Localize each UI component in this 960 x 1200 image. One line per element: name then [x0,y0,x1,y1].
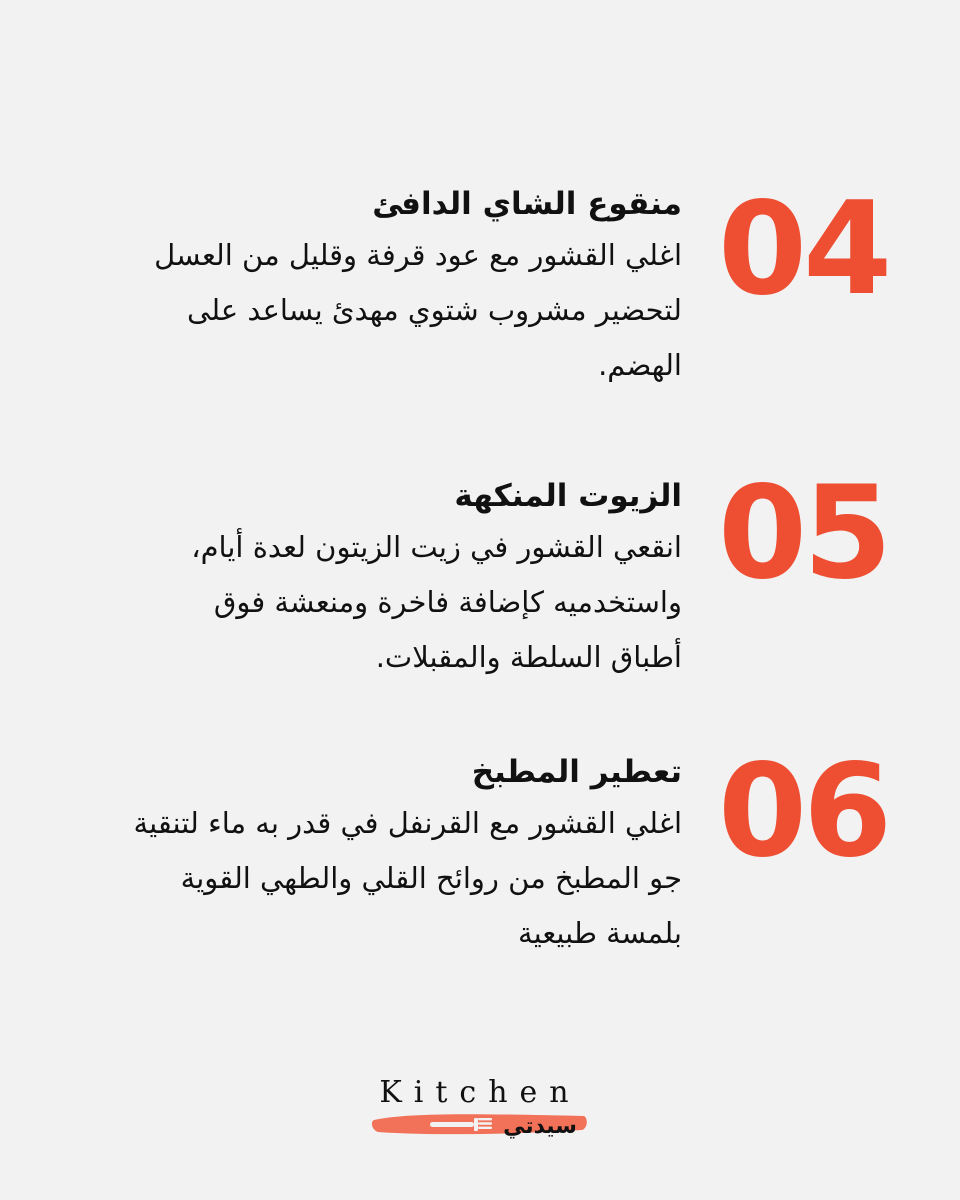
tip-number: 04 [718,175,889,324]
logo-graphic [370,1108,590,1144]
tip-number: 06 [718,737,889,886]
tip-title: منقوع الشاي الدافئ [372,186,682,222]
tip-line: انقعي القشور في زيت الزيتون لعدة أيام، [191,530,682,564]
tip-line: واستخدميه كإضافة فاخرة ومنعشة فوق [213,585,682,619]
tip-number: 05 [718,459,889,608]
tip-content [42,472,682,685]
tip-title: تعطير المطبخ [471,754,682,790]
logo-arabic-text: سيدتي [503,1114,577,1139]
tip-title: الزيوت المنكهة [454,478,682,514]
tip-line: اغلي القشور مع عود قرفة وقليل من العسل [154,238,682,272]
tip-line: جو المطبخ من روائح القلي والطهي القوية [180,861,682,895]
tip-line: لتحضير مشروب شتوي مهدئ يساعد على [187,293,682,327]
tip-line: أطباق السلطة والمقبلات. [375,640,682,674]
tip-line: اغلي القشور مع القرنفل في قدر به ماء لتنقية [133,806,682,840]
tip-line: بلمسة طبيعية [518,916,682,950]
kitchen-logo [370,1076,590,1146]
tip-content [42,748,682,961]
tip-line: الهضم. [598,348,682,382]
logo-wordmark: Kitchen [379,1075,581,1110]
tip-content [42,180,682,393]
